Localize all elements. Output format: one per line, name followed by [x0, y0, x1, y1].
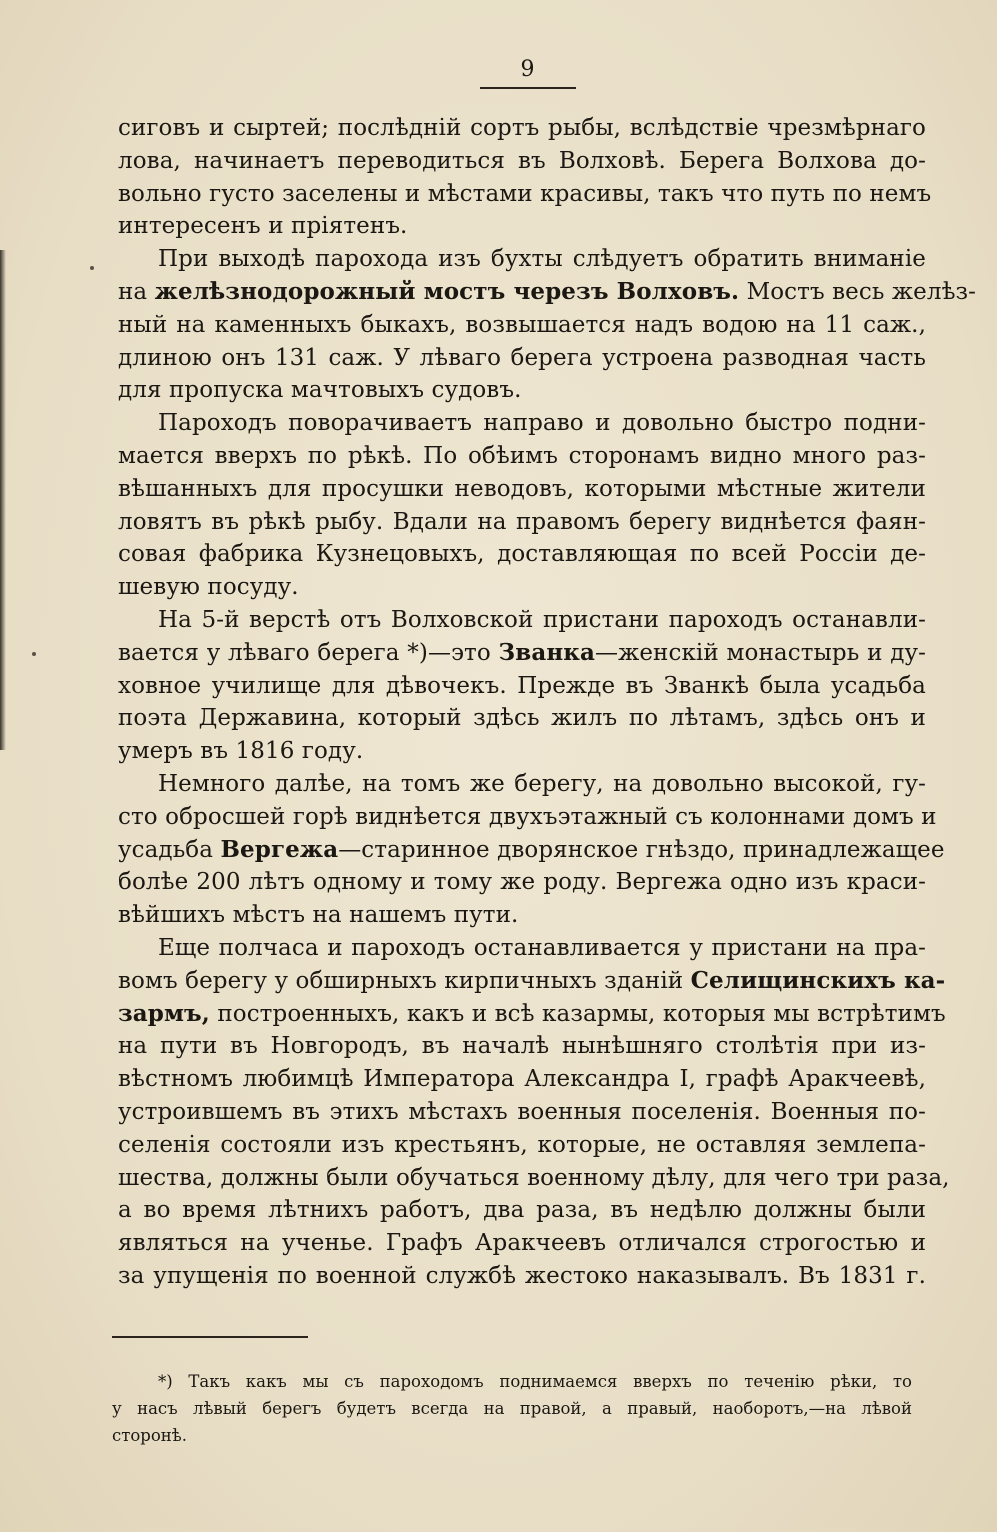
text-run: сто обросшей горѣ виднѣется двухъэтажный съ колоннами домъ и	[118, 803, 937, 830]
text-line	[118, 932, 926, 965]
paragraph	[118, 604, 926, 768]
text-run: вомъ берегу у обширныхъ кирпичныхъ зданій	[118, 967, 691, 994]
paper-speck	[32, 652, 36, 656]
text-line: Пароходъ поворачиваетъ направо и довольно быстро подни-	[158, 410, 926, 437]
text-line: сиговъ и сыртей; послѣдній сортъ рыбы, вслѣдствіе чрезмѣрнаго	[118, 115, 926, 141]
text-run: поэта Державина, который здѣсь жилъ по лѣтамъ, здѣсь онъ и	[118, 705, 926, 732]
bold-term-vergezha: Вергежа	[220, 835, 339, 863]
text-line	[118, 702, 926, 735]
text-line	[118, 276, 977, 309]
text-line	[118, 309, 926, 342]
footnote-line: *) Такъ какъ мы съ пароходомъ поднимаемся вверхъ по теченію рѣки, то	[158, 1372, 912, 1391]
text-line	[118, 1063, 926, 1096]
text-run: вѣстномъ любимцѣ Императора Александра I, графѣ Аракчеевѣ,	[118, 1066, 926, 1093]
footnote	[112, 1368, 912, 1449]
text-line	[118, 768, 926, 801]
text-run: —старинное дворянское гнѣздо, принадлежащее	[338, 836, 945, 863]
bold-term-railway-bridge: желѣзнодорожный мостъ черезъ Волховъ.	[154, 277, 740, 305]
page-number: 9	[520, 57, 536, 82]
text-run: Мостъ весь желѣз-	[739, 278, 977, 305]
text-line	[118, 1129, 926, 1162]
text-run: —женскій монастырь и ду-	[594, 639, 926, 666]
text-line	[118, 834, 945, 867]
paper-speck	[90, 266, 94, 270]
text-line: совая фабрика Кузнецовыхъ, доставляющая по всей Россіи де-	[118, 541, 926, 568]
text-line	[118, 866, 926, 899]
text-line	[118, 735, 926, 768]
bold-term-selishchi-barracks: Селищинскихъ ка-	[690, 966, 946, 994]
text-run: а во время лѣтнихъ работъ, два раза, въ недѣлю должны были	[118, 1197, 926, 1224]
text-run: построенныхъ, какъ и всѣ казармы, которыя мы встрѣтимъ	[209, 1000, 946, 1027]
footnote-rule	[112, 1336, 308, 1338]
text-run: Немного далѣе, на томъ же берегу, на довольно высокой, гу-	[158, 770, 926, 797]
bold-term-selishchi-barracks-cont: зармъ,	[118, 999, 210, 1027]
text-line: вѣшанныхъ для просушки неводовъ, которыми мѣстные жители	[118, 475, 926, 502]
paragraph	[118, 243, 977, 407]
paragraph	[118, 768, 945, 932]
text-run: длиною онъ 131 саж. У лѣваго берега устроена разводная часть	[118, 344, 926, 371]
text-run: за упущенія по военной службѣ жестоко наказывалъ. Въ 1831 г.	[118, 1262, 926, 1289]
text-line	[118, 965, 946, 998]
text-run: усадьба	[118, 836, 221, 863]
footnote-line: сторонѣ.	[112, 1426, 187, 1445]
text-line	[118, 670, 926, 703]
text-run: шества, должны были обучаться военному дѣлу, для чего три раза,	[118, 1164, 950, 1191]
page-number-rule	[480, 87, 576, 89]
text-line: интересенъ и пріятенъ.	[118, 213, 408, 240]
text-line: мается вверхъ по рѣкѣ. По обѣимъ сторонамъ видно много раз-	[118, 442, 926, 469]
text-run: устроившемъ въ этихъ мѣстахъ военныя поселенія. Военныя по-	[118, 1098, 926, 1125]
text-run: на пути въ Новгородъ, въ началѣ нынѣшняго столѣтія при из-	[118, 1033, 926, 1060]
text-run: умеръ въ 1816 году.	[118, 738, 364, 765]
main-text	[118, 112, 977, 1293]
text-line	[118, 1030, 926, 1063]
text-line	[118, 801, 937, 834]
text-line	[118, 1194, 926, 1227]
bold-term-zvanka: Званка	[498, 638, 595, 666]
footnote-line: у насъ лѣвый берегъ будетъ всегда на правой, а правый, наоборотъ,—на лѣвой	[112, 1399, 912, 1418]
paragraph	[118, 407, 926, 604]
text-run: ховное училище для дѣвочекъ. Прежде въ Званкѣ была усадьба	[118, 672, 926, 699]
text-run: При выходѣ парохода изъ бухты слѣдуетъ обратить вниманіе	[158, 246, 926, 273]
text-line	[118, 243, 926, 276]
text-run: на	[118, 278, 155, 305]
text-run: ный на каменныхъ быкахъ, возвышается надъ водою на 11 саж.,	[118, 311, 926, 338]
text-line	[118, 342, 926, 375]
page-binding-shadow	[0, 250, 6, 750]
paragraph	[118, 112, 932, 243]
text-line: лова, начинаетъ переводиться въ Волховѣ. Берега Волхова до-	[118, 147, 926, 174]
text-line	[118, 1162, 950, 1195]
text-line	[118, 604, 926, 637]
text-run: вѣйшихъ мѣстъ на нашемъ пути.	[118, 902, 519, 929]
text-run: являться на ученье. Графъ Аракчеевъ отличался строгостью и	[118, 1230, 926, 1257]
text-run: вается у лѣваго берега *)—это	[118, 639, 499, 666]
text-line	[118, 1096, 926, 1129]
text-line	[118, 1260, 926, 1293]
text-line	[118, 637, 926, 670]
text-line: ловятъ въ рѣкѣ рыбу. Вдали на правомъ берегу виднѣется фаян-	[118, 508, 926, 535]
text-run: Еще полчаса и пароходъ останавливается у пристани на пра-	[158, 934, 926, 961]
text-run: селенія состояли изъ крестьянъ, которые, не оставляя землепа-	[118, 1131, 926, 1158]
paragraph	[118, 932, 950, 1293]
text-line	[118, 374, 926, 407]
text-run: для пропуска мачтовыхъ судовъ.	[118, 377, 522, 404]
text-line	[118, 998, 946, 1031]
text-run: болѣе 200 лѣтъ одному и тому же роду. Вергежа одно изъ краси-	[118, 869, 926, 896]
text-run: На 5-й верстѣ отъ Волховской пристани пароходъ останавли-	[158, 606, 926, 633]
text-line: вольно густо заселены и мѣстами красивы, такъ что путь по немъ	[118, 180, 932, 207]
text-line	[118, 899, 926, 932]
text-line	[118, 1227, 926, 1260]
text-line: шевую посуду.	[118, 574, 299, 601]
